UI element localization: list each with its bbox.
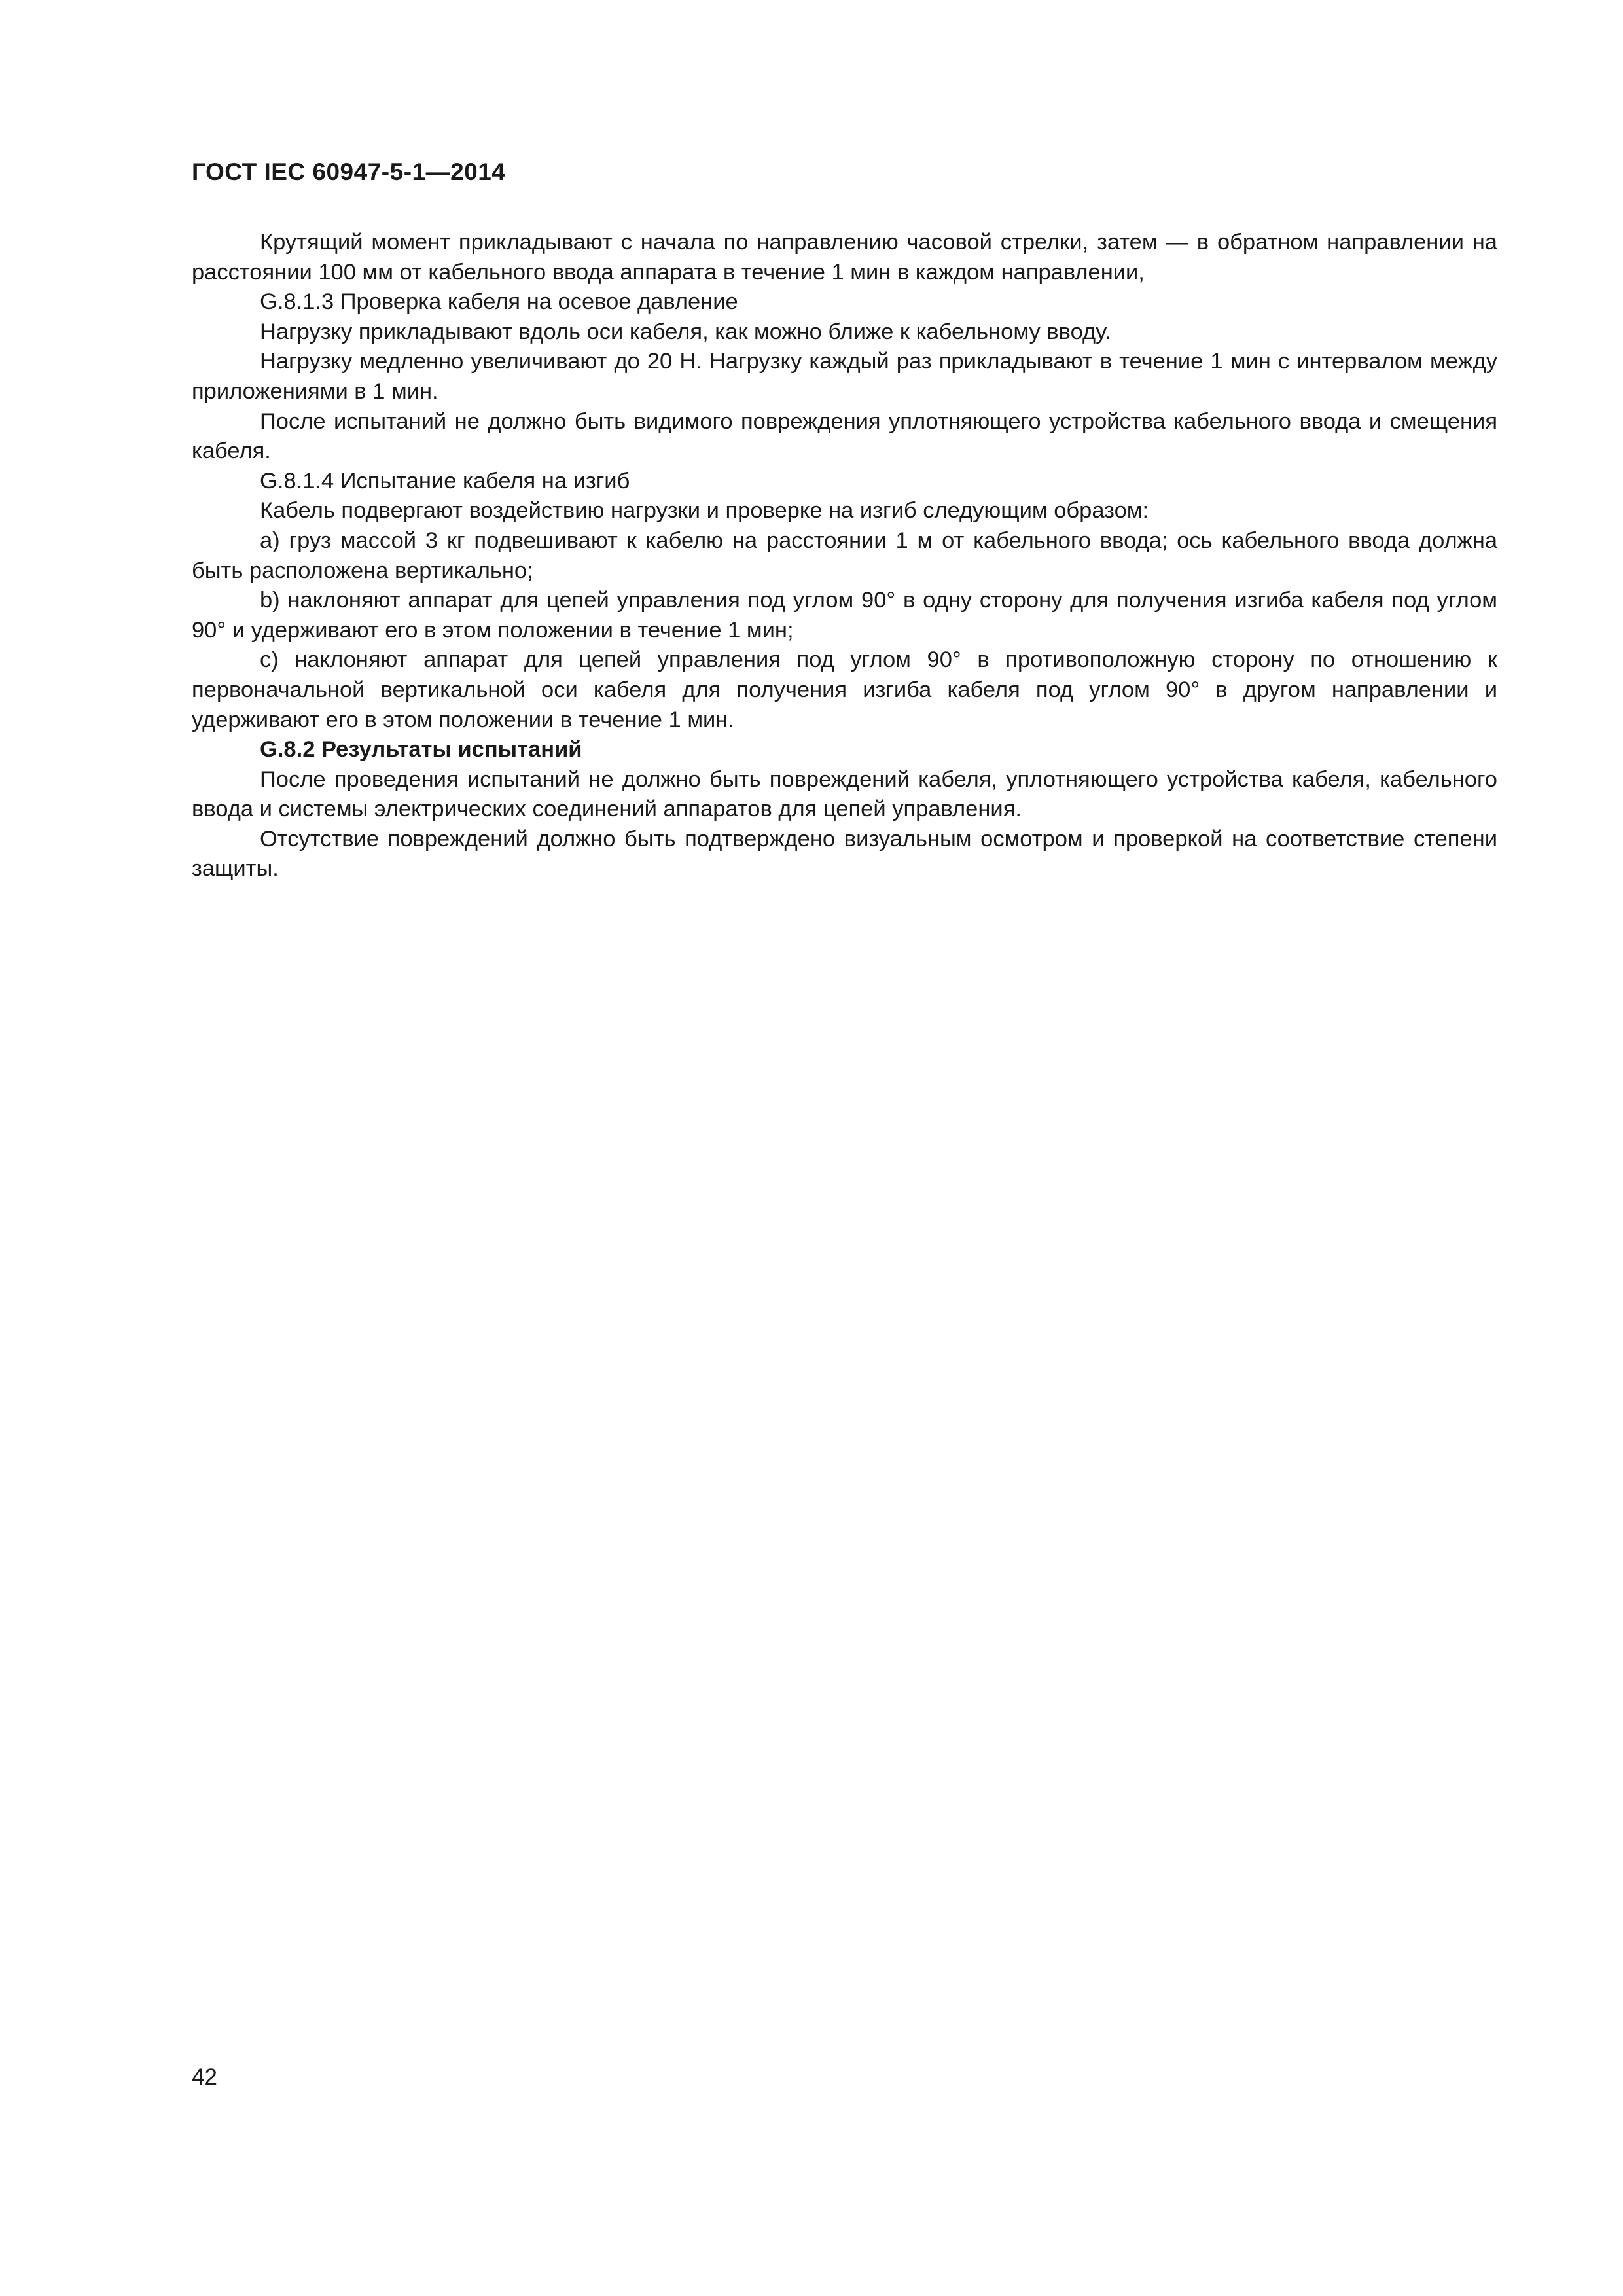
paragraph-bend-intro: Кабель подвергают воздействию нагрузки и проверке на изгиб следующим образом:: [260, 498, 1149, 524]
section-heading-g813: G.8.1.3 Проверка кабеля на осевое давление: [260, 289, 738, 315]
list-item-b: b) наклоняют аппарат для цепей управления под углом 90° в одну сторону для получения изгиба кабеля под углом 90° и удерживают его в этом положении в течение 1 мин;: [192, 588, 1497, 643]
list-item-c: c) наклоняют аппарат для цепей управления под углом 90° в противоположную сторону по отношению к первоначальной вертикальной оси кабеля для получения изгиба кабеля под углом 90° в другом направлении и удерживают его в этом положении в течение 1 мин.: [192, 647, 1497, 732]
section-heading-g82: G.8.2 Результаты испытаний: [260, 737, 582, 762]
section-heading-g814: G.8.1.4 Испытание кабеля на изгиб: [260, 468, 630, 493]
page-number: 42: [192, 2064, 217, 2090]
paragraph-verification: Отсутствие повреждений должно быть подтверждено визуальным осмотром и проверкой на соответствие степени защиты.: [192, 826, 1497, 882]
paragraph-torque: Крутящий момент прикладывают с начала по направлению часовой стрелки, затем — в обратном направлении на расстоянии 100 мм от кабельного ввода аппарата в течение 1 мин в каждом направлении,: [192, 230, 1497, 285]
paragraph-load-axis: Нагрузку прикладывают вдоль оси кабеля, как можно ближе к кабельному вводу.: [260, 319, 1111, 344]
paragraph-results: После проведения испытаний не должно быть повреждений кабеля, уплотняющего устройства кабеля, кабельного ввода и системы электрических соединений аппаратов для цепей управления.: [192, 766, 1497, 822]
paragraph-after-test: После испытаний не должно быть видимого повреждения уплотняющего устройства кабельного ввода и смещения кабеля.: [192, 408, 1497, 464]
document-body: [192, 228, 1497, 884]
list-item-a: a) груз массой 3 кг подвешивают к кабелю на расстоянии 1 м от кабельного ввода; ось кабельного ввода должна быть расположена вертикально;: [192, 528, 1497, 583]
paragraph-load-increase: Нагрузку медленно увеличивают до 20 Н. Нагрузку каждый раз прикладывают в течение 1 мин с интервалом между приложениями в 1 мин.: [192, 349, 1497, 404]
document-header: ГОСТ IEC 60947-5-1—2014: [192, 158, 506, 185]
